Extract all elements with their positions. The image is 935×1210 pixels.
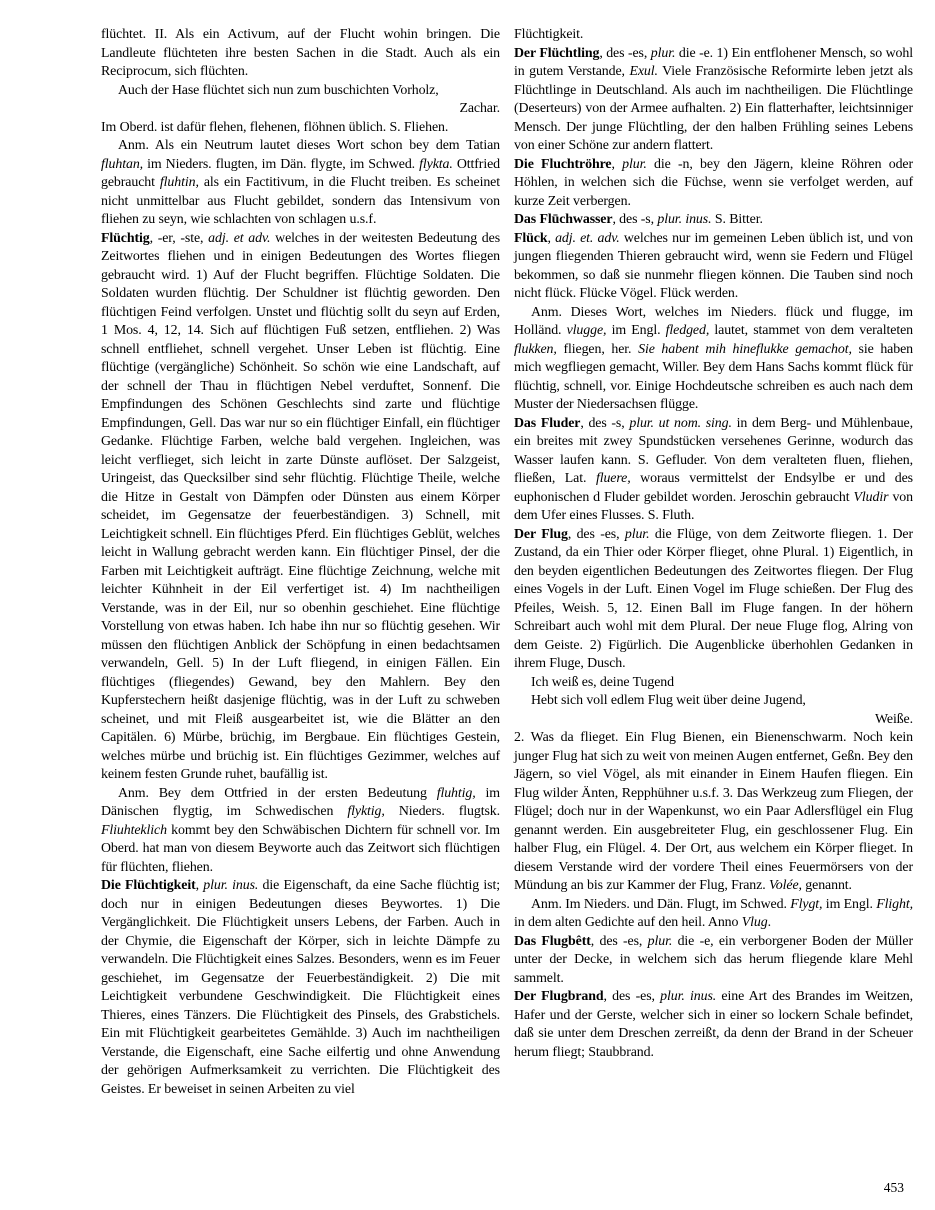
dictionary-entry [514, 211, 913, 230]
italic-term: fledged, [665, 323, 710, 338]
dictionary-entry [101, 230, 500, 785]
verse-line [514, 674, 913, 693]
headword: Das Fluder [514, 415, 581, 431]
text-run: , des -es, [590, 933, 648, 949]
text-run: in dem Berg- und Mühlenbaue, ein breites mit zwey Spundstücken versehenes Gerinne, wodurch das Wasser laufen kann. S. Gefluder. Von dem veralteten fluen, fliehen, fließen, Lat. [514, 415, 913, 486]
text-run: welches in der weitesten Bedeutung des Zeitwortes fliehen und in einigen Bedeutungen des Wortes fliegen gebraucht wird. 1) Auf der Flucht begriffen. Flüchtige Soldaten. Die Soldaten wurden flüchtig. Der Schuldner ist flüchtig geworden. Den flüchtigen Feind verfolgen. Unstet und flüchtig sollt du seyn auf Erden, 1 Mos. 4, 12, 14. Sich auf flüchtigen Fuß setzen, entfliehen. 2) Was schnell entfliehet, schnell vergehet. Unser Leben ist flüchtig. Eine flüchtige (vergängliche) Schönheit. So schön wie eine Landschaft, auf der schnell der Thau in flüchtigen Nebel verduftet, Sonnenf. Die Empfindungen des Schönen Geschlechts sind zarte und flüchtige Empfindungen, Gell. Das war nur so ein flüchtiger Einfall, ein flüchtiger Gedanke. Flüchtige Farben, welche bald vergehen. Ingleichen, was leicht verflieget, sich leicht in zarte Dünste auflöset. Der Salzgeist, Uringeist, das Quecksilber sind sehr flüchtig. Flüchtige Theile, welche die Hitze in Gestalt von Dämpfen oder Dünsten aus einem Körper scheidet, im Gegensatze der feuerbeständigen. 3) Schnell, mit Leichtigkeit schnell. Ein flüchtiges Pferd. Ein flüchtiges Geblüt, welches leicht in Wallung gebracht werden kann. Ein flüchtiger Pinsel, der die Farben mit Leichtigkeit aufträgt. Eine flüchtige Zeichnung, welche mit leichter Kühnheit in der Eil verfertiget ist. 4) Im nachtheiligen Verstande, was in der Eil, nur so obenhin geschiehet. Eine flüchtige Vorstellung von etwas haben. Ich habe ihn nur so flüchtig gesehen. Wir müssen den flüchtigen Anblick der Schöpfung in einen bedachtsamen verwandeln, Gell. 5) In der Luft fliegend, in einigen Fällen. Ein flüchtiges (fliegendes) Gewand, bey den Mahlern. Bey den Kupferstechern heißt dasjenige flüchtig, was in der Luft zu schweben scheinet, und mit Fleiß ausgearbeitet ist, wie die Blätter an den Capitälen. 6) Mürbe, brüchig, im Bergbaue. Ein flüchtiges Gestein, welches mürbe und brüchig ist. Ein flüchtiges Gezimmer, welches auf keinem festen Grunde ruhet, baufällig ist. [101, 230, 500, 782]
text-run: , des -s, [612, 212, 658, 227]
italic-term: Volée, [768, 878, 802, 893]
italic-term: Flygt, [790, 896, 823, 912]
text-run: 2. Was da flieget. Ein Flug Bienen, ein Bienenschwarm. Noch kein junger Flug hat sich zu weit von meinen Augen entfernet, Geßn. Bey den Jägern, so viel Vögel, als mit einander in Einem Haufen fliegen. Ein Flug wilder Änten, Repphühner u.s.f. 3. Das Werkzeug zum Fliegen, der Flügel; doch nur in der Wapenkunst, wo ein Paar Adlersflügel ein Flug genannt werden. Ein ausgebreiteter Flug, ein geschlossener Flug. Ein halber Flug, ein Flügel. 4. Der Ort, aus welchem ein Körper flieget. In diesem Verstande wird der vordere Theil eines Feuermörsers von der Mündung an bis zur Kammer der Flug, Franz. [514, 730, 913, 893]
italic-term: plur. [647, 933, 673, 949]
text-run: die -e, ein verborgener Boden der Müller unter der Decke, in welchem sich das herum fliegende klare Mehl sammelt. [514, 933, 914, 986]
text-run: sie haben mich wegfliegen gemacht, Willer. Bey dem Hans Sachs kommt flück für flüchtig, schnell, vor. Einige Hochdeutsche schreiben es auch nach dem Muster der Niedersachsen flügge. [514, 341, 914, 412]
verse-attribution [514, 711, 913, 730]
text-run: Flüchtigkeit. [514, 27, 584, 42]
italic-term: vlugge, [566, 323, 607, 338]
text-run: Anm. Bey dem Ottfried in der ersten Bedeutung [118, 785, 437, 801]
text-run: Ich weiß es, deine Tugend [531, 674, 674, 690]
dictionary-entry [514, 988, 913, 1062]
text-run: , des -es, [567, 526, 625, 542]
italic-term: Sie habent mih hineflukke gemachot, [638, 341, 852, 357]
text-run: Weiße. [874, 711, 913, 727]
text-run: genannt. [801, 878, 852, 893]
headword: Flüchtig [101, 230, 150, 246]
text-run: im Engl. [822, 896, 877, 912]
text-run: , des -s, [580, 415, 630, 431]
verse-attribution [101, 100, 500, 119]
text-run: Hebt sich voll edlem Flug weit über deine Jugend, [531, 693, 806, 708]
text-run: Ottfried gebraucht [101, 156, 500, 190]
text-run: , des -es, [599, 45, 651, 61]
left-column [101, 26, 500, 1099]
text-run: welches nur im gemeinen Leben üblich ist, und von jungen fliegenden Thieren gebraucht wird, wenn sie Federn und Flügel bekommen, so daß sie nunmehr fliegen können. Die Tauben sind noch nicht flück. Flücke Vögel. Flück werden. [514, 230, 913, 301]
text-run: in dem alten Gedichte auf den heil. Anno [514, 915, 742, 930]
italic-term: plur. ut nom. sing. [629, 415, 732, 431]
text-run: fliegen, her. [556, 341, 639, 357]
italic-term: flyktig, [347, 804, 385, 819]
text-run: von dem Ufer eines Flusses. S. Fluth. [514, 489, 913, 523]
text-run: Nieders. flugtsk. [384, 804, 500, 819]
verse-line [514, 692, 913, 711]
italic-term: adj. et. adv. [555, 230, 620, 246]
text-run: S. Bitter. [711, 212, 763, 227]
right-column [514, 26, 913, 1099]
dictionary-entry [514, 526, 913, 674]
text-run: , -er, -ste, [149, 230, 209, 246]
dictionary-entry [514, 230, 913, 304]
italic-term: Exul. [629, 64, 658, 79]
text-run: im Engl. [606, 323, 666, 338]
text-run: kommt bey den Schwäbischen Dichtern für schnell vor. Im Oberd. hat man von diesem Beyworte auch das Zeitwort sich flüchtigen für flüchten, fliehen. [101, 822, 500, 875]
italic-term: fluhtan, [101, 156, 144, 172]
text-run: Anm. Als ein Neutrum lautet dieses Wort schon bey dem Tatian [118, 138, 500, 153]
text-run: , [611, 156, 623, 172]
text-run: als ein Factitivum, in die Flucht treiben. Es scheinet nicht unmittelbar aus Flucht gebildet, sondern das Intensivum von fliehen zu seyn, wie schlachten von schlagen u.s.f. [101, 175, 500, 227]
text-run: Im Oberd. ist dafür flehen, flehenen, flöhnen üblich. S. Fliehen. [101, 119, 449, 135]
italic-term: Flight, [876, 896, 913, 912]
headword: Flück [514, 230, 548, 246]
dictionary-entry [514, 45, 913, 156]
text-run: . [767, 915, 771, 930]
italic-term: fluhtin, [159, 175, 199, 190]
annotation-paragraph [514, 304, 913, 415]
annotation-paragraph [101, 785, 500, 878]
annotation-paragraph [101, 137, 500, 230]
text-run: im Dänischen flygtig, im Schwedischen [101, 785, 500, 819]
continuation-paragraph [514, 26, 913, 45]
dictionary-entry [101, 877, 500, 1099]
italic-term: plur. [622, 156, 647, 172]
text-run: woraus vermittelst der Endsylbe er und des euphonischen d Fluder gebildet worden. Jeroschin gebraucht [514, 471, 913, 505]
dictionary-entry [514, 156, 913, 212]
italic-term: Fliuhteklich [101, 822, 167, 838]
italic-term: plur. inus. [203, 878, 259, 893]
text-run: im Nieders. flugten, im Dän. flygte, im Schwed. [143, 156, 420, 172]
continuation-paragraph [101, 26, 500, 82]
text-run: , [547, 230, 556, 246]
headword: Der Flugbrand [514, 989, 604, 1004]
text-paragraph [514, 729, 913, 896]
headword: Das Flūchwasser [514, 212, 613, 227]
text-run: Anm. Im Nieders. und Dän. Flugt, im Schwed. [531, 896, 791, 912]
text-run: Auch der Hase flüchtet sich nun zum buschichten Vorholz, [118, 82, 439, 98]
text-run: die -e. 1) Ein entflohener Mensch, so wohl in gutem Verstande, [514, 45, 913, 79]
headword: Die Flüchtigkeit [101, 878, 196, 893]
headword: Das Flugbêtt [514, 933, 591, 949]
headword: Der Flüchtling [514, 45, 600, 61]
page-number: 453 [883, 1179, 904, 1195]
italic-term: plur. [650, 45, 676, 61]
text-run: , des -es, [603, 989, 661, 1004]
verse-line [101, 82, 500, 101]
dictionary-entry [514, 933, 913, 989]
headword: Der Flug [514, 526, 568, 542]
text-run: , [195, 878, 204, 893]
text-paragraph [101, 119, 500, 138]
text-run: die Eigenschaft, da eine Sache flüchtig ist; doch nur in einigen Bedeutungen dieses Beywortes. 1) Die Vergänglichkeit. Die Flüchtigkeit unsers Lebens, der Farben. Auch in der Chymie, die Eigenschaft der Körper, sich in leichte Dämpfe zu verwandeln. Die Flüchtigkeit eines Salzes. Besonders, wenn es im Feuer geschiehet, im Gegensatze der Feuerbeständigkeit. 2) Die mit Leichtigkeit verbundene Geschwindigkeit. Die Flüchtigkeit eines Thieres, eines Tänzers. Die Flüchtigkeit des Pinsels, des Grabstichels. Ein mit Flüchtigkeit gearbeitetes Gemählde. 3) Auch im nachtheiligen Verstande, die Eigenschaft, eine Sache eilfertig und ohne Anwendung der gehörigen Aufmerksamkeit zu verrichten. Die Flüchtigkeit des Geistes. Er beweiset in seinen Arbeiten zu viel [101, 878, 501, 1097]
headword: Die Fluchtröhre [514, 156, 612, 172]
italic-term: plur. inus. [657, 212, 712, 227]
italic-term: flukken, [514, 341, 557, 357]
text-run: flüchtet. II. Als ein Activum, auf der Flucht wohin bringen. Die Landleute flüchteten ihre besten Sachen in die Stadt. Auch als ein Reciprocum, sich flüchten. [101, 27, 500, 79]
italic-term: Vludir [853, 489, 889, 505]
text-run: die Flüge, von dem Zeitworte fliegen. 1. Der Zustand, da ein Thier oder Körper flieget, ohne Plural. 1) Eigentlich, in den beyden eigentlichen Bedeutungen des Zeitwortes fliegen. Der Flug eines Vogels in der Luft. Einen Vogel im Fluge schießen. Der Flug des Pfeiles, Weish. 5, 12. Einen Ball im Fluge fangen. In der höhern Schreibart auch wohl mit dem Plural. Der neue Fluge flog, Alring von dem Geiste. 2) Figürlich. Die Augenblicke überhohlen Gedanken in ihrem Fluge, Dusch. [514, 526, 913, 671]
text-run: lautet, stammet von dem veralteten [709, 323, 914, 338]
annotation-paragraph [514, 896, 913, 933]
italic-term: flykta. [419, 156, 453, 172]
text-run: Zachar. [459, 101, 500, 116]
text-run: Viele Französische Reformirte leben jetzt als Flüchtlinge in Deutschland. Als auch im nachtheiligen. Die Flüchtlinge (Deserteurs) von der Armee aufhalten. 2) Ein flatterhafter, leichtsinniger Mensch. Der junge Flüchtling, der den halben Frühling seines Lebens von einer Schöne zur andern flattert. [514, 64, 913, 153]
italic-term: fluere, [595, 471, 631, 486]
dictionary-entry [514, 415, 913, 526]
text-run: die -n, bey den Jägern, kleine Röhren oder Höhlen, in welchen sich die Füchse, wenn sie verfolget werden, auf kurze Zeit verbergen. [514, 156, 914, 209]
italic-term: adj. et adv. [208, 230, 271, 246]
text-run: eine Art des Brandes im Weitzen, Hafer und der Gerste, welcher sich in einer so lockern Schale befindet, daß sie unter dem Dreschen zerreißt, da denn der Brand in der Scheuer herum fliegt; Staubbrand. [514, 989, 913, 1060]
italic-term: plur. [624, 526, 650, 542]
italic-term: Vlug [741, 915, 768, 930]
italic-term: plur. inus. [660, 989, 717, 1004]
text-run: Anm. Dieses Wort, welches im Nieders. flück und flugge, im Holländ. [514, 304, 913, 338]
italic-term: fluhtig, [436, 785, 476, 801]
